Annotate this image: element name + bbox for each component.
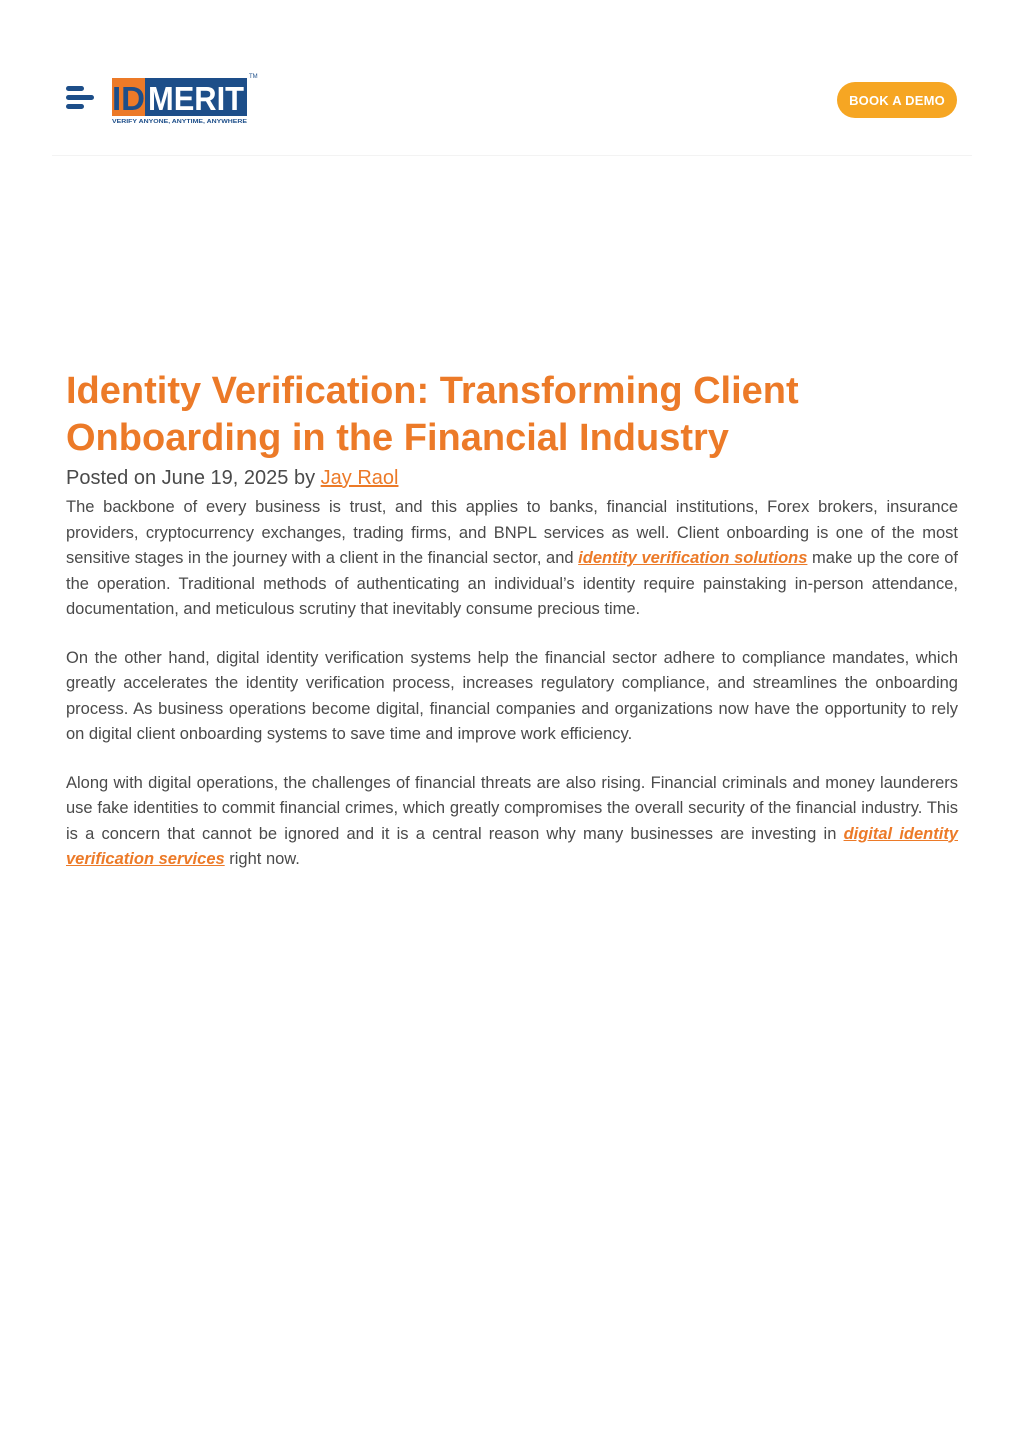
hamburger-menu-icon[interactable] [66, 86, 98, 112]
paragraph-3-before: Along with digital operations, the challenges of financial threats are also rising. Financial criminals and money launderers use fake identities to commit financial crimes, which greatly compromises the overall security of the financial industry. This is a concern that cannot be ignored and it is a central reason why many businesses are investing in [66, 773, 958, 843]
book-a-demo-button[interactable]: BOOK A DEMO [837, 82, 957, 118]
logo-trademark: TM [249, 74, 258, 80]
paragraph-1-after: make up the core of the operation. Traditional methods of authenticating an individual’s identity require painstaking in-person attendance, documentation, and meticulous scrutiny that inevitably consume precious time. [66, 549, 958, 618]
article-title: Identity Verification: Transforming Client Onboarding in the Financial Industry [66, 370, 799, 459]
author-link[interactable]: Jay Raol [320, 467, 399, 489]
article-meta [66, 465, 958, 491]
paragraph-2 [66, 646, 958, 748]
digital-identity-verification-services-link[interactable]: digital identity verification services [66, 824, 958, 868]
logo-tagline: VERIFY ANYONE, ANYTIME, ANYWHERE [112, 119, 248, 125]
paragraph-2-text: On the other hand, digital identity verification systems help the financial sector adhere to compliance mandates, which greatly accelerates the identity verification process, increases regulatory compliance, and streamlines the onboarding process. As business operations become digital, financial companies and organizations now have the opportunity to rely on digital client onboarding systems to save time and improve work efficiency. [66, 648, 958, 743]
site-header [52, 0, 972, 156]
posted-on-text: Posted on June 19, 2025 by [66, 467, 316, 489]
logo-merit-text: MERIT [148, 80, 244, 117]
logo-id-text: ID [112, 80, 145, 117]
idmerit-logo[interactable] [112, 72, 258, 126]
identity-verification-solutions-link[interactable]: identity verification solutions [578, 549, 808, 567]
paragraph-3 [66, 771, 958, 873]
article [66, 368, 958, 896]
paragraph-1-before: The backbone of every business is trust, and this applies to banks, financial institutions, Forex brokers, insurance providers, cryptocurrency exchanges, trading firms, and BNPL services as well. Client onboarding is one of the most sensitive stages in the journey with a client in the financial sector, and [66, 498, 958, 567]
paragraph-1 [66, 495, 958, 623]
paragraph-3-after: right now. [224, 850, 300, 868]
